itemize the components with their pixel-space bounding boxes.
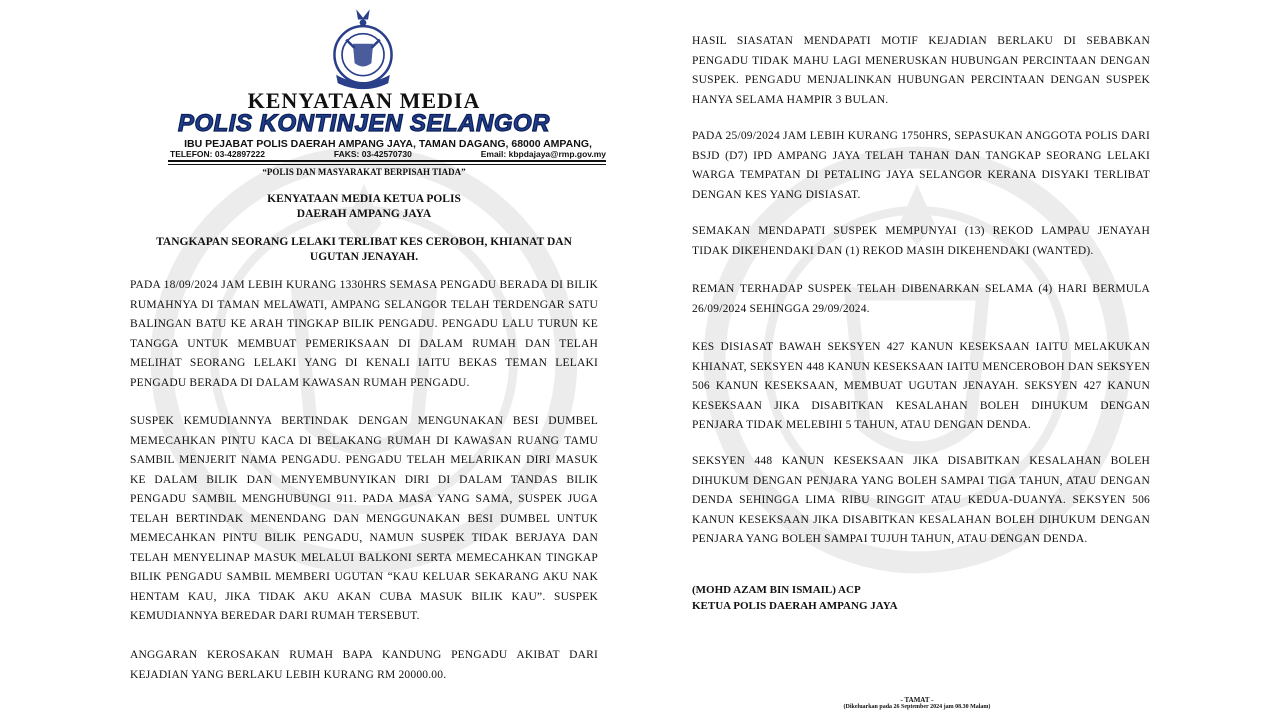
header-divider-thin [168, 164, 606, 165]
statement-heading-line-2: DAERAH AMPANG JAYA [296, 208, 432, 220]
header-divider-thick [168, 160, 606, 162]
end-marker: - TAMAT - [900, 696, 934, 704]
office-address: IBU PEJABAT POLIS DAERAH AMPANG JAYA, TAMAN DAGANG, 68000 AMPANG, [184, 138, 592, 150]
police-motto: “POLIS DAN MASYARAKAT BERPISAH TIADA” [262, 167, 466, 177]
paragraph-damage-estimate: ANGGARAN KEROSAKAN RUMAH BAPA KANDUNG PENGADU AKIBAT DARI KEJADIAN YANG BERLAKU LEBIH KURANG RM 20000.00. [130, 649, 598, 681]
press-release-page-2 [662, 0, 1172, 720]
paragraph-penalties: SEKSYEN 448 KANUN KESEKSAAN JIKA DISABITKAN KESALAHAN BOLEH DIHUKUM DENGAN PENJARA YANG BOLEH SAMPAI TIGA TAHUN, ATAU DENGAN DENDA SEHINGGA LIMA RIBU RINGGIT ATAU KEDUA-DUANYA. SEKSYEN 506 KANUN KESEKSAAN JIKA DISABITKAN KESALAHAN BOLEH DIHUKUM DENGAN PENJARA YANG BOLEH SAMPAI TUJUH TAHUN, ATAU DENGAN DENDA. [692, 455, 1150, 545]
statement-subject [108, 235, 620, 265]
statement-subject-line-2: UGUTAN JENAYAH. [309, 251, 419, 263]
contact-line [170, 149, 606, 159]
signatory-name: (MOHD AZAM BIN ISMAIL) ACP [692, 584, 861, 596]
police-crest-logo [320, 6, 406, 90]
signature-block [692, 582, 898, 614]
email-address: Email: kbpdajaya@rmp.gov.my [480, 149, 606, 159]
statement-heading [108, 192, 620, 222]
signatory-title: KETUA POLIS DAERAH AMPANG JAYA [692, 600, 898, 612]
press-release-page-1 [108, 0, 620, 720]
paragraph-charges: KES DISIASAT BAWAH SEKSYEN 427 KANUN KESEKSAAN IAITU MELAKUKAN KHIANAT, SEKSYEN 448 KANUN KESEKSAAN IAITU MENCEROBOH DAN SEKSYEN 506 KANUN KESEKSAAN, MEMBUAT UGUTAN JENAYAH. SEKSYEN 427 KANUN KESEKSAAN JIKA DISABITKAN KESALAHAN BOLEH DIHUKUM DENGAN PENJARA TIDAK MELEBIHI 5 TAHUN, ATAU DENGAN DENDA. [692, 341, 1150, 431]
paragraph-arrest: PADA 25/09/2024 JAM LEBIH KURANG 1750HRS, SEPASUKAN ANGGOTA POLIS DARI BSJD (D7) IPD AMPANG JAYA TELAH TAHAN DAN TANGKAP SEORANG LELAKI WARGA TEMPATAN DI PETALING JAYA SELANGOR KERANA DISYAKI TERLIBAT DENGAN KES YANG DISIASAT. [692, 130, 1150, 201]
press-release-title: KENYATAAN MEDIA [247, 88, 481, 113]
telephone-number: TELEFON: 03-42897222 [170, 149, 265, 159]
paragraph-remand: REMAN TERHADAP SUSPEK TELAH DIBENARKAN SELAMA (4) HARI BERMULA 26/09/2024 SEHINGGA 29/09/2024. [692, 283, 1150, 315]
paragraph-criminal-record: SEMAKAN MENDAPATI SUSPEK MEMPUNYAI (13) REKOD LAMPAU JENAYAH TIDAK DIKEHENDAKI DAN (1) REKOD MASIH DIKEHENDAKI (WANTED). [692, 225, 1150, 257]
statement-subject-line-1: TANGKAPAN SEORANG LELAKI TERLIBAT KES CEROBOH, KHIANAT DAN [156, 236, 572, 248]
contingent-name: POLIS KONTINJEN SELANGOR [177, 110, 551, 137]
fax-number: FAKS: 03-42570730 [333, 149, 412, 159]
statement-heading-line-1: KENYATAAN MEDIA KETUA POLIS [267, 193, 461, 205]
paragraph-suspect-actions: SUSPEK KEMUDIANNYA BERTINDAK DENGAN MENGUNAKAN BESI DUMBEL MEMECAHKAN PINTU KACA DI BELAKANG RUMAH DI KAWASAN RUANG TAMU SAMBIL MENJERIT NAMA PENGADU. PENGADU TELAH MELARIKAN DIRI MASUK KE DALAM BILIK DAN MENYEMBUNYIKAN DIRI DI DALAM TANDAS BILIK PENGADU SAMBIL MENGHUBUNGI 911. PADA MASA YANG SAMA, SUSPEK JUGA TELAH BERTINDAK MENENDANG DAN MENGGUNAKAN BESI DUMBEL UNTUK MEMECAHKAN PINTU BILIK PENGADU, NAMUN SUSPEK TIDAK BERJAYA DAN TELAH MENYELINAP MASUK MELALUI BALKONI SERTA MEMECAHKAN TINGKAP BILIK PENGADU SAMBIL MEMBERI UGUTAN “KAU KELUAR SEKARANG AKU NAK HENTAM KAU, JIKA TIDAK AKU AKAN CUBA MASUK BILIK KAU”. SUSPEK KEMUDIANNYA BEREDAR DARI RUMAH TERSEBUT. [130, 415, 598, 622]
issue-timestamp: (Dikeluarkan pada 26 September 2024 jam 08.30 Malam) [843, 704, 991, 710]
paragraph-motive: HASIL SIASATAN MENDAPATI MOTIF KEJADIAN BERLAKU DI SEBABKAN PENGADU TIDAK MAHU LAGI MENERUSKAN HUBUNGAN PERCINTAAN DENGAN SUSPEK. PENGADU MENJALINKAN HUBUNGAN PERCINTAAN DENGAN SUSPEK HANYA SELAMA HAMPIR 3 BULAN. [692, 35, 1150, 106]
paragraph-incident: PADA 18/09/2024 JAM LEBIH KURANG 1330HRS SEMASA PENGADU BERADA DI BILIK RUMAHNYA DI TAMAN MELAWATI, AMPANG SELANGOR TELAH TERDENGAR SATU BALINGAN BATU KE ARAH TINGKAP BILIK PENGADU. PENGADU LALU TURUN KE TANGGA UNTUK MEMBUAT PEMERIKSAAN DI DALAM RUMAH DAN TELAH MELIHAT SEORANG LELAKI YANG DI KENALI IAITU BEKAS TEMAN LELAKI PENGADU BERADA DI DALAM KAWASAN RUMAH PENGADU. [130, 279, 598, 389]
